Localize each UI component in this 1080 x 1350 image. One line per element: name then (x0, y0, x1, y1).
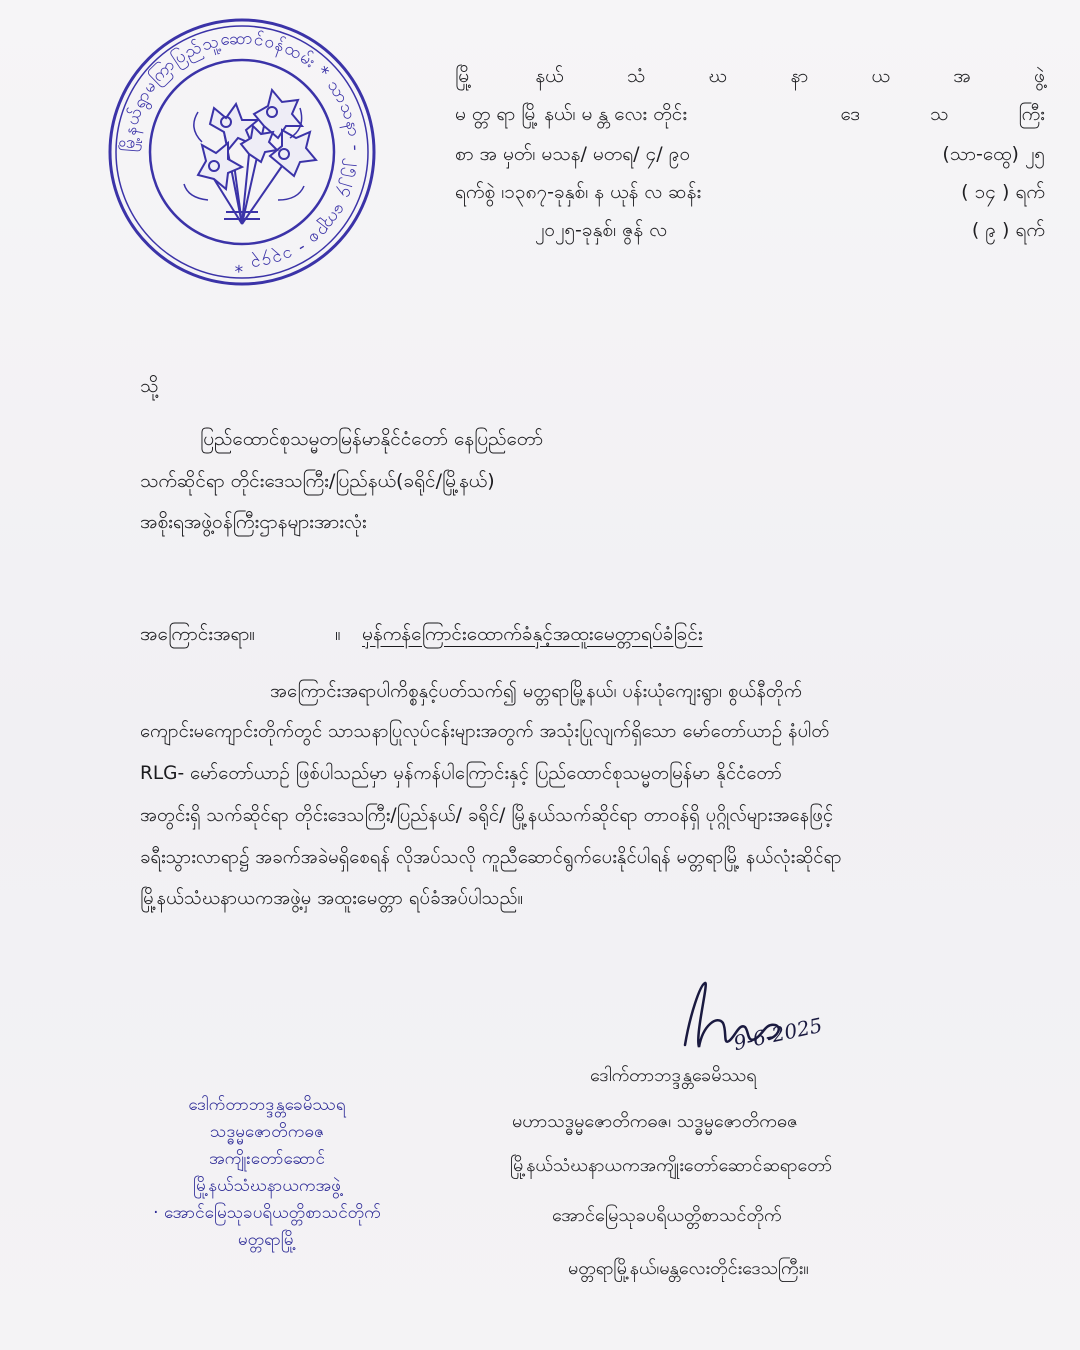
svg-text:မြို့နယ်ရွာမကြာပြည်သူ့ဆောင်ဝန် (117, 28, 365, 275)
signatory-title-2: မြို့နယ်သံဃနာယကအကျိုးတော်ဆောင်ဆရာတော် (510, 1155, 833, 1176)
header-line-4 (455, 178, 1045, 206)
signatory-location: မတ္တရာမြို့နယ်၊မန္တလေးတိုင်းဒေသကြီး။ (568, 1258, 809, 1279)
date-lunar-day: ( ၁၄ ) ရက် (961, 181, 1045, 203)
signature-date: 9-6-2025 (731, 1012, 825, 1056)
letter-ref: (သာ-ထွေ) ၂၅ (942, 143, 1045, 165)
subject-label: အကြောင်းအရာ။ (140, 623, 256, 645)
body-line: မြို့နယ်သံဃနာယကအဖွဲ့မှ အထူးမေတ္တာ ရပ်ခံအပ်ပါသည်။ (140, 888, 524, 909)
header-line-5 (535, 216, 1045, 244)
date-gregorian-day: ( ၉ ) ရက် (971, 219, 1045, 241)
header-word: အ (953, 65, 971, 87)
header-word: သံ (626, 65, 646, 87)
header-word: ဒေ (840, 103, 861, 125)
body-line: RLG- မော်တော်ယာဉ် ဖြစ်ပါသည်မှာ မှန်ကန်ပါကြောင်းနှင့် ပြည်ထောင်စုသမ္မတမြန်မာ နိုင်ငံတော် (140, 763, 783, 784)
subject-title: မှန်ကန်ကြောင်းထောက်ခံနှင့်အထူးမေတ္တာရပ်ခံခြင်း (362, 623, 703, 645)
ink-stamp (112, 1092, 422, 1254)
seal-ring-text: မြို့နယ်ရွာမကြာပြည်သူ့ဆောင်ဝန်ထမ်း * သာသနာ - ၂၅၂၄ ကျောစ - ၁၃၄၃ * (118, 28, 366, 276)
header-word: နာ (790, 65, 809, 87)
signatory-name: ဒေါက်တာဘဒ္ဒန္တခေမိဿရ (590, 1065, 757, 1086)
header-line-1 (455, 62, 1045, 90)
header-word: ယ (871, 65, 890, 87)
signatory-title-1: မဟာသဒ္ဓမ္မဇောတိကဓဇ၊ သဒ္ဓမ္မဇောတိကဓဇ (512, 1111, 798, 1132)
header-address: မ တ္တ ရာ မြို့ နယ်၊ မ န္တ လေး တိုင်း (455, 103, 688, 125)
recipient-line-3: အစိုးရအဖွဲ့ဝန်ကြီးဌာနများအားလုံး (140, 511, 367, 533)
header-word: မြို့ (455, 65, 472, 87)
header-word: သ (930, 103, 949, 125)
signatory-monastery: အောင်မြေသုခပရိယတ္တိစာသင်တိုက် (552, 1205, 782, 1226)
stamp-line: အကျိုးတော်ဆောင် (209, 1149, 325, 1169)
flower-seal-icon (104, 14, 380, 290)
organization-seal (104, 14, 380, 290)
header-word: ကြီး (1018, 103, 1045, 125)
stamp-line: · အောင်မြေသုခပရိယတ္တိစာသင်တိုက် (153, 1203, 381, 1223)
body-line: အကြောင်းအရာပါကိစ္စနှင့်ပတ်သက်၍ မတ္တရာမြို့နယ်၊ ပန်းယုံကျေးရွာ၊ စွယ်နီတိုက် (270, 681, 803, 702)
letter-number: စာ အ မှတ်၊ မသန/ မတရ/ ၄/ ၉၀ (455, 143, 691, 165)
header-line-3 (455, 140, 1045, 168)
recipient-line-1: ပြည်ထောင်စုသမ္မတမြန်မာနိုင်ငံတော် နေပြည်တော် (200, 428, 544, 450)
date-gregorian: ၂၀၂၅-ခုနှစ်၊ ဇွန် လ (535, 219, 668, 241)
to-label: သို့ (140, 375, 159, 397)
body-line: ကျောင်းမကျောင်းတိုက်တွင် သာသနာပြုလုပ်ငန်းများအတွက် အသုံးပြုလျက်ရှိသော မော်တော်ယာဉ် နံပါတ် (140, 721, 830, 742)
stamp-line: မတ္တရာမြို့ (237, 1230, 297, 1250)
header-word: နယ် (535, 65, 564, 87)
stamp-line: သဒ္ဓမ္မဇောတိကဓဇ (209, 1122, 325, 1142)
header-word: ဖွဲ့ (1034, 65, 1045, 87)
stamp-line: ဒေါက်တာဘဒ္ဒန္တခေမိဿရ (188, 1095, 346, 1115)
header-word: ဃ (708, 65, 728, 87)
subject-marker: ။ (335, 623, 341, 645)
recipient-line-2: သက်ဆိုင်ရာ တိုင်းဒေသကြီး/ပြည်နယ်(ခရိုင်/မြို့နယ်) (140, 470, 495, 492)
body-line: အတွင်းရှိ သက်ဆိုင်ရာ တိုင်းဒေသကြီး/ပြည်နယ်/ ခရိုင်/ မြို့နယ်သက်ဆိုင်ရာ တာဝန်ရှိ ပုဂ္ဂိုလ်များအနေဖြင့် (140, 805, 834, 826)
body-line: ခရီးသွားလာရာ၌ အခက်အခဲမရှိစေရန် လိုအပ်သလို ကူညီဆောင်ရွက်ပေးနိုင်ပါရန် မတ္တရာမြို့ နယ်လုံးဆိုင်ရာ (140, 847, 842, 868)
date-lunar: ရက်စွဲ ၊၁၃၈၇-ခုနှစ်၊ န ယုန် လ ဆန်း (455, 181, 702, 203)
stamp-line: မြို့နယ်သံဃနာယကအဖွဲ့ (193, 1176, 341, 1196)
header-line-2 (455, 100, 1045, 128)
